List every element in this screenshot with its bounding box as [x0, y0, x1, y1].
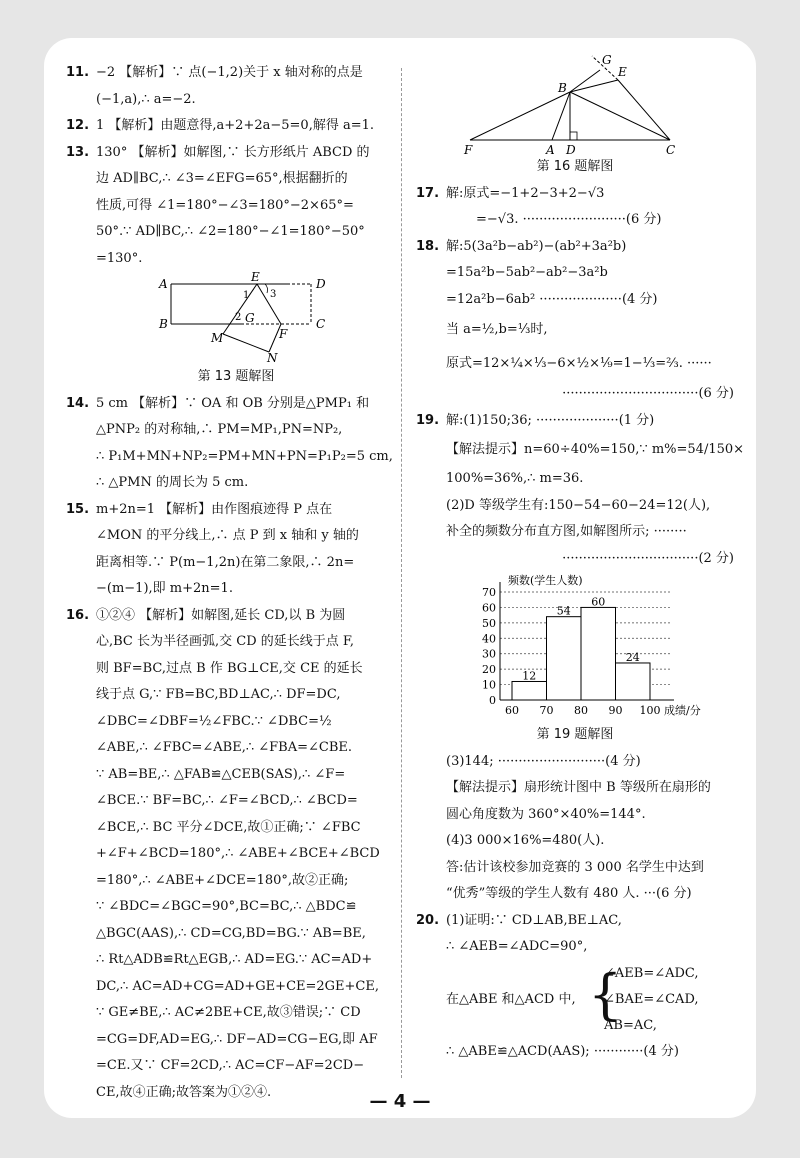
- fig13-label-G: G: [245, 311, 255, 325]
- question-14: 14. 5 cm 【解析】∵ OA 和 OB 分别是△PMP₁ 和 △PNP₂ 的对称轴,∴ PM=MP₁,PN=NP₂, ∴ P₁M+MN+NP₂=PM+MN+PN=P₁P₂=5 cm, ∴ △PMN 的周长为 5 cm.: [66, 395, 393, 490]
- fig13-label-A: A: [159, 277, 168, 291]
- fig16-label-E: E: [618, 65, 627, 79]
- fig16-label-C: C: [666, 143, 676, 157]
- fig13-label-E: E: [251, 270, 260, 284]
- fig16-label-A: A: [546, 143, 555, 157]
- histogram-bar: [512, 681, 547, 700]
- bar-value-label: 24: [625, 650, 640, 664]
- brace: {: [588, 962, 623, 1026]
- x-axis-title: 成绩/分: [664, 704, 701, 717]
- fig13-label-C: C: [316, 317, 326, 331]
- histogram-bar: [547, 617, 582, 700]
- y-tick-label: 70: [482, 586, 496, 599]
- bar-value-label: 12: [522, 669, 537, 683]
- fig13-angle-1: 1: [243, 290, 250, 301]
- figure-13-caption: 第 13 题解图: [197, 369, 275, 384]
- bar-value-label: 54: [556, 604, 571, 618]
- y-tick-label: 20: [482, 663, 496, 677]
- right-column: [416, 53, 745, 1065]
- figure-19-caption: 第 19 题解图: [536, 727, 614, 742]
- y-tick-label: 40: [482, 632, 496, 646]
- histogram-bar: [616, 663, 651, 700]
- page-number: — 4 —: [369, 1091, 431, 1112]
- question-20: 20. (1)证明:∵ CD⊥AB,BE⊥AC, ∴ ∠AEB=∠ADC=90°, 在△ABE 和△ACD 中, { ∠AEB=∠ADC, ∠BAE=∠CAD, AB=AC, ∴ △ABE≌△ACD(AAS); ············(4 分): [416, 908, 734, 1066]
- fig13-label-D: D: [316, 277, 326, 291]
- question-15: 15. m+2n=1 【解析】由作图痕迹得 P 点在 ∠MON 的平分线上,∴ 点 P 到 x 轴和 y 轴的 距离相等.∵ P(m−1,2n)在第二象限,∴ 2n= −(m−1),即 m+2n=1.: [66, 501, 359, 596]
- question-13: 13. 130° 【解析】如解图,∵ 长方形纸片 ABCD 的 边 AD∥BC,∴ ∠3=∠EFG=65°,根据翻折的 性质,可得 ∠1=180°−∠3=180°−2×65°= 50°.∵ AD∥BC,∴ ∠2=180°−∠1=180°−50° =130°.: [66, 144, 370, 266]
- question-19-cont: (3)144; ··························(4 分) 【解法提示】扇形统计图中 B 等级所在扇形的 圆心角度数为 360°×40%=144°. (4)3 000×16%=480(人). 答:估计该校参加竞赛的 3 000 名学生中达到 “优秀”等级的学生人数有 480 人. ···(6 分): [446, 753, 711, 901]
- x-tick-label: 80: [574, 704, 588, 717]
- figure-16: [460, 50, 690, 157]
- x-tick-label: 60: [505, 704, 519, 717]
- histogram-bar: [581, 607, 616, 700]
- figure-13: [141, 272, 331, 364]
- y-tick-label: 30: [482, 647, 496, 661]
- question-18: 18. 解:5(3a²b−ab²)−(ab²+3a²b) =15a²b−5ab²−ab²−3a²b =12a²b−6ab² ····················(4 分) 当 a=½,b=⅓时, 原式=12×¼×⅓−6×½×⅑=1−⅓=⅔. ······ ·································(6 分): [416, 238, 734, 401]
- answer-page: [44, 38, 756, 1118]
- question-17: 17. 解:原式=−1+2−3+2−√3 =−√3. ·························(6 分): [416, 185, 662, 227]
- fig13-angle-2: 2: [235, 312, 242, 323]
- fig13-label-M: M: [211, 331, 224, 345]
- y-tick-label: 0: [489, 694, 496, 707]
- figure-16-caption: 第 16 题解图: [536, 159, 614, 174]
- fig13-angle-3: 3: [270, 289, 277, 300]
- y-tick-label: 10: [482, 678, 496, 692]
- fig16-label-G: G: [602, 53, 612, 67]
- question-16: 16. ①②④ 【解析】如解图,延长 CD,以 B 为圆 心,BC 长为半径画弧,交 CD 的延长线于点 F, 则 BF=BC,过点 B 作 BG⊥CE,交 CE 的延长 线于点 G,∵ FB=BC,BD⊥AC,∴ DF=DC, ∠DBC=∠DBF=½∠FBC.∵ ∠DBC=½ ∠ABE,∴ ∠FBC=∠ABE,∴ ∠FBA=∠CBE. ∵ AB=BE,∴ △FAB≌△CEB(SAS),∴ ∠F= ∠BCE.∵ BF=BC,∴ ∠F=∠BCD,∴ ∠BCD= ∠BCE,∴ BC 平分∠DCE,故①正确;∵ ∠FBC +∠F+∠BCD=180°,∴ ∠ABE+∠BCE+∠BCD =180°,∴ ∠ABE+∠DCE=180°,故②正确; ∵ ∠BDC=∠BGC=90°,BC=BC,∴ △BDC≌ △BGC(AAS),∴ CD=CG,BD=BG.∵ AB=BE, ∴ Rt△ADB≌Rt△EGB,∴ AD=EG.∵ AC=AD+ DC,∴ AC=AD+CG=AD+GE+CE=2GE+CE, ∵ GE≠BE,∴ AC≠2BE+CE,故③错误;∵ CD =CG=DF,AD=EG,∴ DF−AD=CG−EG,即 AF =CE.又∵ CF=2CD,∴ AC=CF−AF=2CD− CE,故④正确;故答案为①②④.: [66, 607, 380, 1100]
- left-column: [66, 60, 406, 1106]
- x-tick-label: 100: [639, 704, 661, 717]
- y-tick-label: 50: [482, 616, 496, 630]
- fig16-label-B: B: [558, 81, 567, 95]
- y-tick-label: 60: [482, 601, 496, 615]
- x-tick-label: 70: [539, 704, 554, 717]
- fig16-label-F: F: [464, 143, 473, 157]
- system-of-conditions: 在△ABE 和△ACD 中, { ∠AEB=∠ADC, ∠BAE=∠CAD, AB=AC,: [446, 962, 699, 1033]
- x-tick-label: 90: [608, 704, 623, 717]
- histogram-chart: [460, 572, 701, 722]
- question-19: 19. 解:(1)150;36; ····················(1 分) 【解法提示】n=60÷40%=150,∵ m%=54/150× 100%=36%,∴ m=36. (2)D 等级学生有:150−54−60−24=12(人), 补全的频数分布直方图,如解图所示; ········ ·································(2 分): [416, 412, 745, 566]
- fig13-label-N: N: [267, 351, 278, 365]
- fig13-label-F: F: [279, 327, 288, 341]
- fig13-label-B: B: [159, 317, 168, 331]
- fig16-label-D: D: [566, 143, 576, 157]
- question-11: 11. −2 【解析】∵ 点(−1,2)关于 x 轴对称的点是 (−1,a),∴ a=−2.: [66, 65, 363, 107]
- bar-value-label: 60: [591, 595, 606, 609]
- y-axis-title: 频数(学生人数): [508, 574, 583, 587]
- question-12: 12. 1 【解析】由题意得,a+2+2a−5=0,解得 a=1.: [66, 118, 375, 133]
